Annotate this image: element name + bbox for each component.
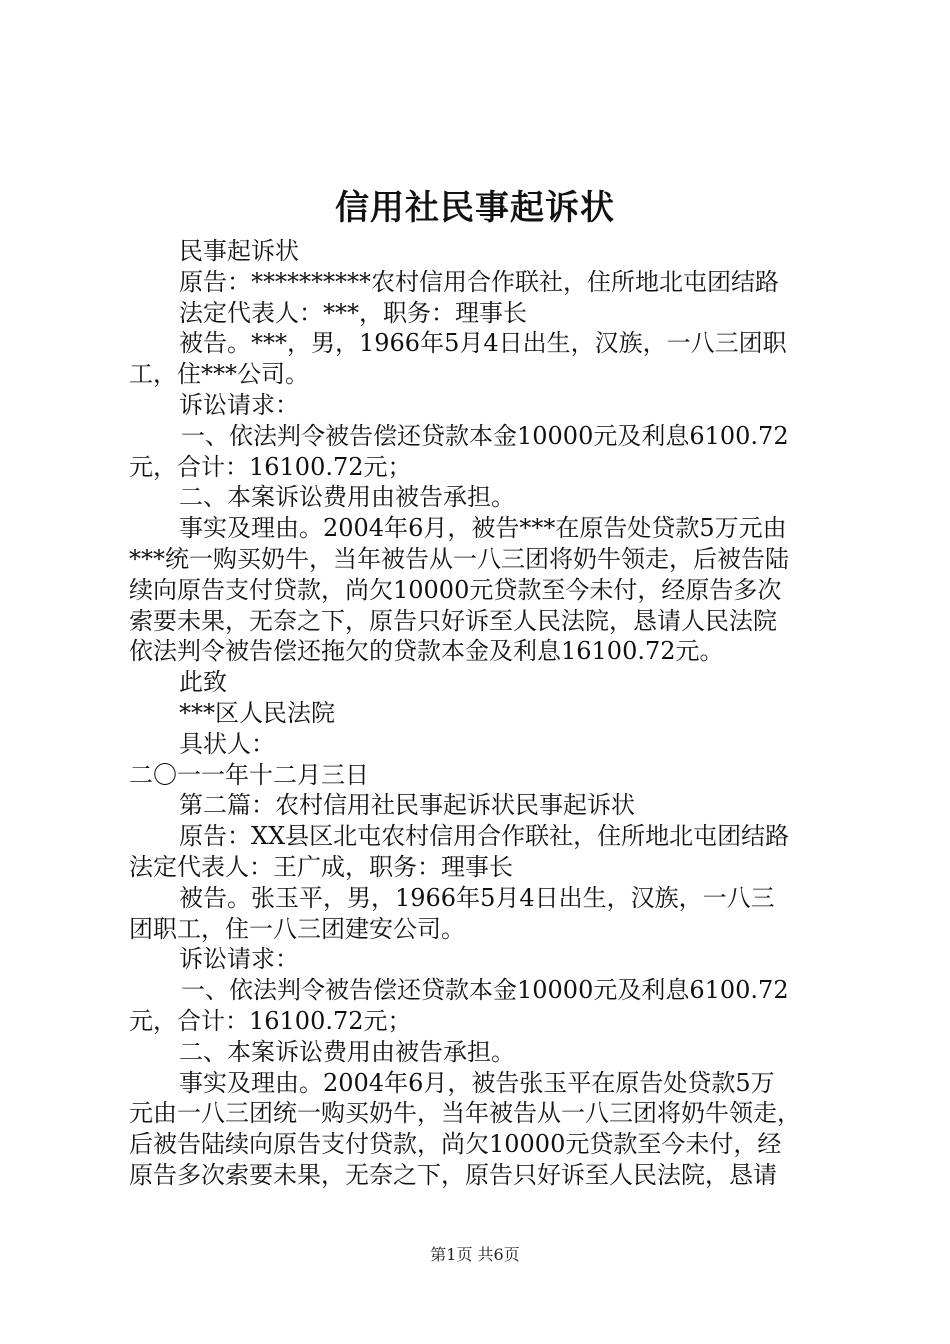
text-line: 一、依法判令被告偿还贷款本金10000元及利息6100.72 [181, 421, 789, 450]
text-line: 二〇一一年十二月三日 [129, 760, 369, 789]
text-line: 民事起诉状 [179, 237, 299, 265]
text-line: 原告：XX县区北屯农村信用合作联社，住所地北屯团结路 [179, 822, 790, 851]
text-line: 法定代表人：***，职务：理事长 [179, 298, 527, 327]
text-line: 诉讼请求： [179, 390, 299, 419]
document-title: 信用社民事起诉状 [335, 188, 615, 228]
text-line: ***区人民法院 [179, 698, 335, 727]
text-line: 依法判令被告偿还拖欠的贷款本金及利息16100.72元。 [129, 637, 724, 666]
text-line: 二、本案诉讼费用由被告承担。 [179, 1037, 515, 1066]
document-body [129, 236, 834, 1191]
text-line: 元，合计：16100.72元； [129, 1006, 412, 1035]
text-line: 第二篇：农村信用社民事起诉状民事起诉状 [179, 791, 635, 820]
text-line: 后被告陆续向原告支付贷款，尚欠10000元贷款至今未付，经 [129, 1130, 782, 1159]
text-line: 此致 [179, 668, 227, 697]
text-line: 一、依法判令被告偿还贷款本金10000元及利息6100.72 [181, 976, 789, 1005]
text-line: 团职工，住一八三团建安公司。 [129, 914, 465, 943]
text-line: 元由一八三团统一购买奶牛，当年被告从一八三团将奶牛领走， [129, 1099, 801, 1128]
text-line: 事实及理由。2004年6月，被告张玉平在原告处贷款5万 [179, 1068, 775, 1097]
text-line: 续向原告支付贷款，尚欠10000元贷款至今未付，经原告多次 [129, 575, 782, 604]
page-footer: 第1页 共6页 [430, 1245, 520, 1264]
text-line: 诉讼请求： [179, 945, 299, 974]
text-line: 被告。***，男，1966年5月4日出生，汉族，一八三团职 [179, 329, 787, 358]
text-line: ***统一购买奶牛，当年被告从一八三团将奶牛领走，后被告陆 [129, 544, 789, 573]
text-line: 被告。张玉平，男，1966年5月4日出生，汉族，一八三 [179, 883, 775, 912]
text-line: 索要未果，无奈之下，原告只好诉至人民法院，恳请人民法院 [129, 606, 777, 635]
text-line: 原告：**********农村信用合作联社，住所地北屯团结路 [179, 267, 779, 296]
text-line: 具状人： [179, 729, 275, 758]
text-line: 法定代表人：王广成，职务：理事长 [129, 852, 513, 881]
text-line: 二、本案诉讼费用由被告承担。 [179, 483, 515, 512]
text-line: 元，合计：16100.72元； [129, 452, 412, 481]
text-line: 工，住***公司。 [129, 360, 309, 389]
text-line: 事实及理由。2004年6月，被告***在原告处贷款5万元由 [179, 514, 787, 543]
text-line: 原告多次索要未果，无奈之下，原告只好诉至人民法院，恳请 [129, 1160, 777, 1189]
